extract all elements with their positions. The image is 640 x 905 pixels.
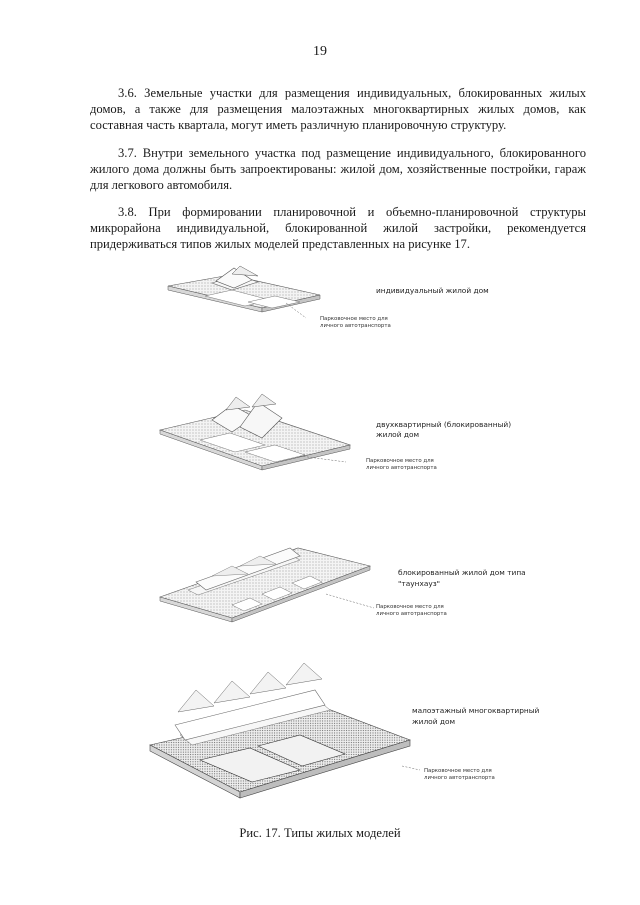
- label-semi-detached-2: жилой дом: [376, 430, 420, 439]
- parking-label-1b: личного автотранспорта: [320, 323, 391, 329]
- label-individual-house: индивидуальный жилой дом: [376, 286, 489, 295]
- label-townhouse-2: "таунхауз": [398, 579, 441, 588]
- paragraph-3-6: 3.6. Земельные участки для размещения индивидуальных, блокированных жилых домов, а также для размещения малоэтажных многоквартирных жилых домов, как составная часть квартала, могут иметь различную планировочную структуру.: [90, 86, 586, 132]
- page-number: 19: [313, 44, 327, 59]
- figure-caption: Рис. 17. Типы жилых моделей: [239, 826, 401, 840]
- parking-label-3a: Парковочное место для: [376, 604, 444, 610]
- label-lowrise-2: жилой дом: [412, 717, 456, 726]
- paragraph-3-8: 3.8. При формировании планировочной и объемно-планировочной структуры микрорайона индивидуальной, блокированной жилой застройки, рекомендуется придерживаться типов жилых моделей представленных на рисунке 17.: [90, 205, 586, 251]
- model-semi-detached-house: [160, 394, 350, 470]
- parking-label-1a: Парковочное место для: [320, 316, 388, 322]
- parking-label-4a: Парковочное место для: [424, 768, 492, 774]
- model-townhouse: [160, 548, 374, 622]
- parking-label-3b: личного автотранспорта: [376, 611, 447, 617]
- label-semi-detached-1: двухквартирный (блокированный): [376, 420, 512, 429]
- paragraph-3-7: 3.7. Внутри земельного участка под размещение индивидуального, блокированного жилого дома должны быть запроектированы: жилой дом, хозяйственные постройки, гараж для легкового автомобиля.: [90, 146, 586, 192]
- parking-label-2a: Парковочное место для: [366, 458, 434, 464]
- model-individual-house: [168, 266, 320, 318]
- label-lowrise-1: малоэтажный многоквартирный: [412, 706, 540, 715]
- parking-label-2b: личного автотранспорта: [366, 465, 437, 471]
- parking-label-4b: личного автотранспорта: [424, 775, 495, 781]
- label-townhouse-1: блокированный жилой дом типа: [398, 568, 526, 577]
- model-lowrise-apartment: [150, 663, 420, 798]
